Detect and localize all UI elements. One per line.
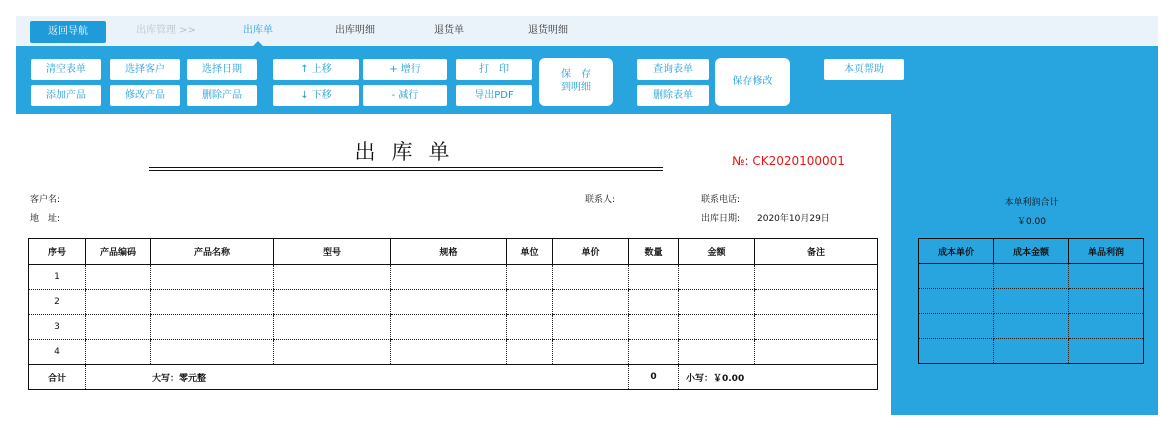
- cell: [1069, 264, 1144, 289]
- cell[interactable]: [391, 265, 507, 290]
- product-table: [28, 238, 878, 390]
- cell[interactable]: [507, 340, 553, 365]
- amount-in-words: 大写：零元整: [86, 365, 629, 390]
- cell: [994, 289, 1069, 314]
- save-changes-button[interactable]: 保存修改: [715, 58, 790, 106]
- cell[interactable]: [755, 290, 878, 315]
- cell[interactable]: [629, 265, 679, 290]
- title-underline-second: [149, 170, 663, 171]
- cell[interactable]: [679, 290, 755, 315]
- header-item-profit: 单品利润: [1069, 239, 1144, 264]
- tab-return-detail[interactable]: 退货明细: [528, 25, 568, 36]
- cell: [994, 339, 1069, 364]
- profit-row: [919, 339, 1144, 364]
- header-amount: 金额: [679, 239, 755, 265]
- tab-outbound-management[interactable]: 出库管理 >>: [136, 25, 196, 36]
- save-to-detail-button[interactable]: [539, 58, 613, 106]
- move-up-button[interactable]: ↑ 上移: [273, 59, 359, 80]
- cell[interactable]: [151, 265, 274, 290]
- cell: [919, 264, 994, 289]
- row-index: 1: [29, 265, 86, 290]
- save-to-detail-line1: 保 存: [561, 69, 591, 80]
- back-to-nav-button[interactable]: 返回导航: [30, 21, 106, 43]
- profit-row: [919, 289, 1144, 314]
- table-header-row: [29, 239, 878, 265]
- cell[interactable]: [151, 340, 274, 365]
- cell[interactable]: [507, 315, 553, 340]
- print-button[interactable]: 打 印: [456, 59, 532, 80]
- profit-total-title: 本单利润合计: [1004, 198, 1059, 208]
- cell[interactable]: [86, 290, 151, 315]
- table-row[interactable]: [29, 265, 878, 290]
- select-date-button[interactable]: 选择日期: [187, 59, 257, 80]
- cell[interactable]: [151, 290, 274, 315]
- header-unit: 单位: [507, 239, 553, 265]
- cell[interactable]: [755, 340, 878, 365]
- header-spec: 规格: [391, 239, 507, 265]
- amount-small: 小写：￥0.00: [679, 365, 878, 390]
- header-product-code: 产品编码: [86, 239, 151, 265]
- export-pdf-button[interactable]: 导出PDF: [456, 85, 532, 106]
- select-customer-button[interactable]: 选择客户: [110, 59, 180, 80]
- cell[interactable]: [553, 290, 629, 315]
- table-row[interactable]: [29, 290, 878, 315]
- delete-form-button[interactable]: 删除表单: [637, 85, 709, 106]
- cell[interactable]: [679, 340, 755, 365]
- total-quantity: 0: [629, 365, 679, 390]
- cell: [919, 289, 994, 314]
- top-nav: [16, 16, 1158, 46]
- cell: [1069, 339, 1144, 364]
- remove-row-button[interactable]: - 减行: [363, 85, 447, 106]
- cell[interactable]: [679, 265, 755, 290]
- header-cost-price: 成本单价: [919, 239, 994, 264]
- cell[interactable]: [391, 290, 507, 315]
- address-label: 地 址:: [30, 214, 61, 224]
- tab-outbound-order[interactable]: [243, 16, 273, 46]
- page-help-button[interactable]: 本页帮助: [824, 59, 904, 80]
- query-form-button[interactable]: 查询表单: [637, 59, 709, 80]
- profit-table: [918, 238, 1144, 364]
- profit-header-row: [919, 239, 1144, 264]
- cell[interactable]: [274, 265, 391, 290]
- cell[interactable]: [507, 290, 553, 315]
- save-to-detail-line2: 到明细: [561, 82, 591, 93]
- cell[interactable]: [755, 315, 878, 340]
- date-value[interactable]: 2020年10月29日: [757, 214, 830, 224]
- tab-return-order[interactable]: 退货单: [434, 25, 464, 36]
- contact-label: 联系人:: [585, 195, 616, 205]
- cell[interactable]: [391, 315, 507, 340]
- header-remark: 备注: [755, 239, 878, 265]
- cell: [994, 314, 1069, 339]
- header-cost-amount: 成本金额: [994, 239, 1069, 264]
- cell: [1069, 289, 1144, 314]
- cell[interactable]: [151, 315, 274, 340]
- cell: [919, 314, 994, 339]
- cell[interactable]: [86, 340, 151, 365]
- cell[interactable]: [553, 315, 629, 340]
- cell[interactable]: [86, 315, 151, 340]
- cell[interactable]: [679, 315, 755, 340]
- cell[interactable]: [274, 340, 391, 365]
- cell[interactable]: [507, 265, 553, 290]
- table-row[interactable]: [29, 340, 878, 365]
- header-unit-price: 单价: [553, 239, 629, 265]
- cell: [1069, 314, 1144, 339]
- cell[interactable]: [629, 315, 679, 340]
- cell[interactable]: [391, 340, 507, 365]
- profit-panel: [891, 114, 1158, 415]
- tab-outbound-order-label: 出库单: [243, 25, 273, 36]
- cell[interactable]: [553, 265, 629, 290]
- header-quantity: 数量: [629, 239, 679, 265]
- cell[interactable]: [755, 265, 878, 290]
- edit-product-button[interactable]: 修改产品: [110, 85, 180, 106]
- cell[interactable]: [629, 290, 679, 315]
- table-row[interactable]: [29, 315, 878, 340]
- row-index: 3: [29, 315, 86, 340]
- cell: [994, 264, 1069, 289]
- profit-row: [919, 264, 1144, 289]
- header-model: 型号: [274, 239, 391, 265]
- total-row: [29, 365, 878, 390]
- cell: [919, 339, 994, 364]
- customer-label: 客户名:: [30, 195, 61, 205]
- cell[interactable]: [274, 290, 391, 315]
- phone-label: 联系电话:: [701, 195, 741, 205]
- row-index: 4: [29, 340, 86, 365]
- clear-form-button[interactable]: 清空表单: [31, 59, 101, 80]
- row-index: 2: [29, 290, 86, 315]
- total-label: 合计: [29, 365, 86, 390]
- move-down-button[interactable]: ↓ 下移: [273, 85, 359, 106]
- delete-product-button[interactable]: 删除产品: [187, 85, 257, 106]
- cell[interactable]: [86, 265, 151, 290]
- profit-row: [919, 314, 1144, 339]
- toolbar: [16, 46, 1158, 114]
- header-index: 序号: [29, 239, 86, 265]
- add-row-button[interactable]: + 增行: [363, 59, 447, 80]
- title-underline: [149, 167, 663, 168]
- header-product-name: 产品名称: [151, 239, 274, 265]
- cell[interactable]: [553, 340, 629, 365]
- cell[interactable]: [274, 315, 391, 340]
- cell[interactable]: [629, 340, 679, 365]
- document-title: 出库单: [354, 140, 466, 164]
- document-number: №: CK2020100001: [732, 154, 845, 168]
- date-label: 出库日期:: [701, 214, 741, 224]
- tab-outbound-detail[interactable]: 出库明细: [335, 25, 375, 36]
- add-product-button[interactable]: 添加产品: [31, 85, 101, 106]
- profit-total-value: ￥0.00: [1016, 217, 1047, 227]
